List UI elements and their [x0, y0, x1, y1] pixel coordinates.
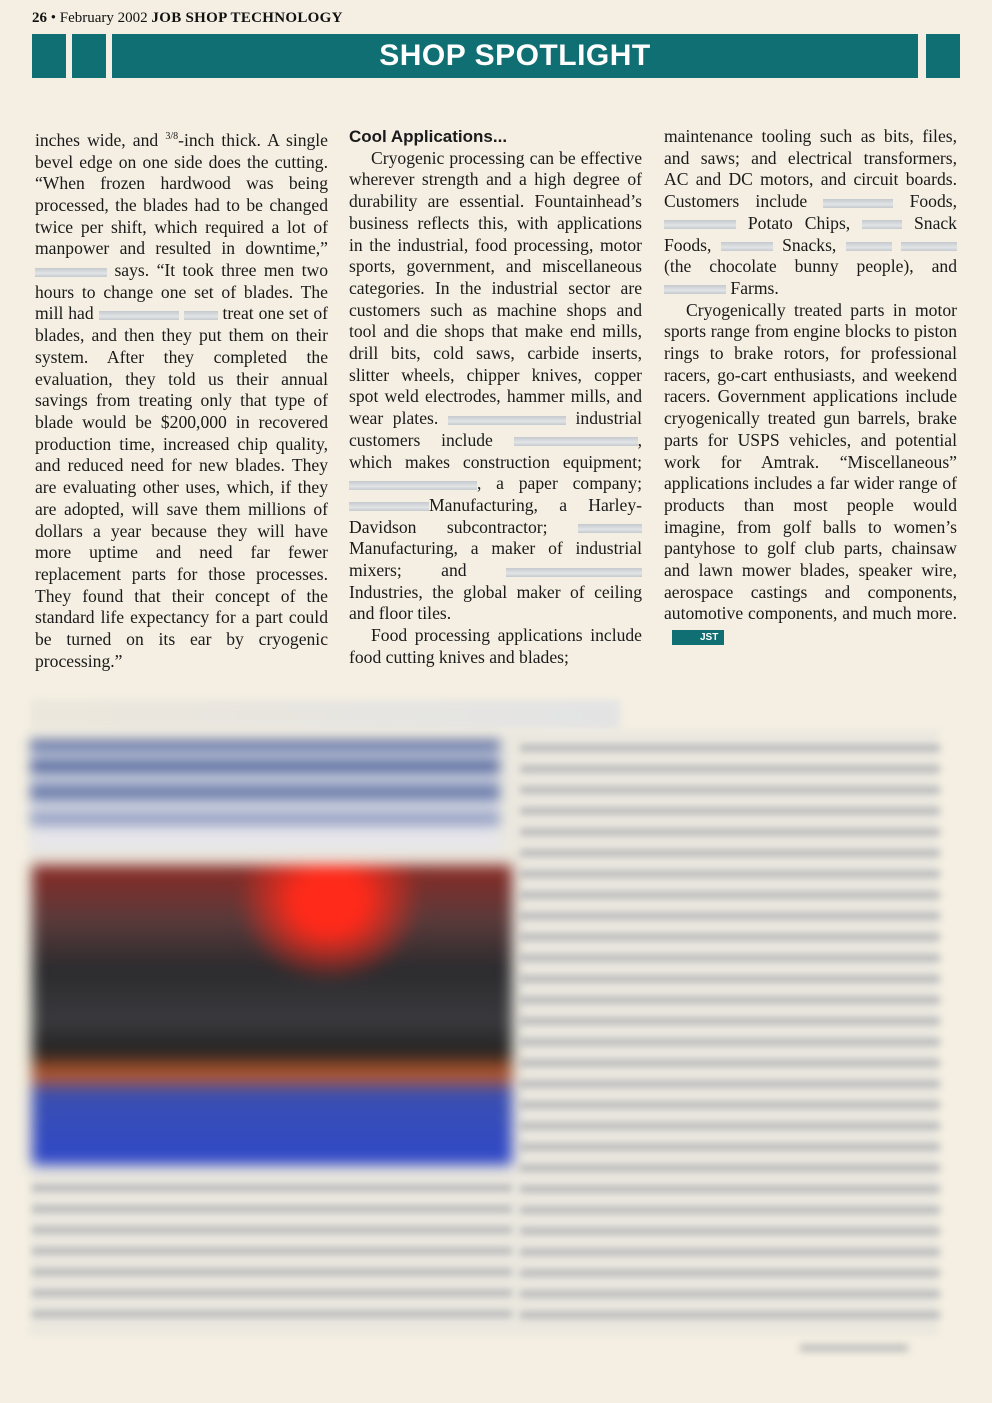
- fraction: 3/8: [165, 131, 179, 142]
- banner-block-left: [32, 34, 66, 78]
- text-run: Manufacturing, a maker of industrial mixers; and: [349, 538, 642, 581]
- blurred-caption: [32, 1185, 512, 1325]
- paragraph: [664, 126, 957, 300]
- text-run: Potato Chips,: [747, 212, 851, 233]
- redaction-bar: [664, 285, 726, 294]
- section-banner: [32, 34, 960, 78]
- article-column-3: [664, 126, 957, 647]
- page-number: 26: [32, 10, 47, 26]
- redaction-bar: [349, 481, 477, 490]
- redaction-bar: [721, 242, 773, 251]
- paragraph: [349, 148, 642, 625]
- text-run: Industries, the global maker of ceiling and floor tiles.: [349, 581, 642, 624]
- redaction-bar: [184, 311, 218, 320]
- blurred-photo: [32, 865, 512, 1165]
- text-run: , a paper company;: [477, 473, 642, 494]
- text-run: Manufacturing, a Harley-Davidson subcontractor;: [349, 494, 642, 537]
- redaction-bar: [578, 524, 642, 533]
- end-mark-badge: JST: [672, 630, 724, 645]
- blurred-footer: [800, 1345, 908, 1357]
- redaction-bar: [846, 242, 892, 251]
- redaction-bar: [823, 199, 893, 208]
- redaction-bar: [514, 437, 638, 446]
- text-run: industrial customers include: [349, 408, 642, 450]
- text-run: maintenance tooling such as bits, files, and saws; and electrical transformers, AC and DC motors, and circuit boards. Customers include: [664, 126, 957, 212]
- subheading: Cool Applications...: [349, 127, 508, 146]
- text-run: -inch thick. A single bevel edge on one side does the cutting. “When frozen hardwood was being processed, the blades had to be changed twice per shift, which required a lot of manpower and resulted in downtime,”: [35, 129, 328, 259]
- redaction-bar: [506, 568, 642, 577]
- blurred-strip: [30, 700, 620, 730]
- redaction-bar: [349, 502, 429, 511]
- text-run: Foods,: [909, 191, 957, 212]
- text-run: Farms.: [730, 277, 779, 298]
- redaction-bar: [664, 220, 736, 229]
- issue-date: February 2002: [59, 10, 148, 26]
- running-head: [32, 10, 343, 27]
- text-run: Snacks,: [782, 234, 837, 255]
- text-run: says. “It took three men two hours to change one set of blades. The mill had: [35, 260, 328, 324]
- article-column-1: [35, 126, 328, 672]
- text-run: inches wide, and: [35, 129, 166, 150]
- banner-block-left-2: [72, 34, 106, 78]
- paragraph: Food processing applications include food cutting knives and blades;: [349, 625, 642, 667]
- text-run: , which makes construction equipment;: [349, 429, 642, 472]
- redaction-bar: [35, 268, 107, 277]
- paragraph: [664, 300, 957, 647]
- banner-block-right: [926, 34, 960, 78]
- header-bullet: •: [50, 10, 57, 26]
- redaction-bar: [448, 416, 566, 425]
- redaction-bar: [862, 220, 902, 229]
- blurred-text-column: [520, 745, 940, 1325]
- section-title: SHOP SPOTLIGHT: [112, 34, 918, 78]
- text-run: (the chocolate bunny people), and: [664, 256, 957, 277]
- text-run: Snack Foods,: [664, 212, 957, 255]
- text-run: treat one set of blades, and then they put them on their system. After they completed the evaluation, they told us their annual savings from treating only that type of blade would be $200,000 in recovered production time, increased chip quality, and reduced need for new blades. They are evaluating other uses, which, if they are adopted, will save them millions of dollars a year because they will have more uptime and need far fewer replacement parts for those processes. They found that their concept of the standard life expectancy for a part could be turned on its ear by cryogenic processing.”: [35, 303, 329, 671]
- text-run: Cryogenic processing can be effective wherever strength and a high degree of durability are essential. Fountainhead’s business reflects this, with applications in the industrial, food processing, motor sports, government, and miscellaneous categories. In the industrial sector are customers such as machine shops and tool and die shops that make end mills, drill bits, cold saws, carbide inserts, slitter wheels, chipper knives, copper spot weld electrodes, hammer mills, and wear plates.: [349, 147, 642, 429]
- publication-name: JOB SHOP TECHNOLOGY: [151, 10, 343, 26]
- redaction-bar: [99, 311, 179, 320]
- redaction-bar: [901, 242, 957, 251]
- text-run: Cryogenically treated parts in motor sports range from engine blocks to piston rings to brake rotors, for professional racers, go-cart enthusiasts, and weekend racers. Government applications include cryogenically treated gun barrels, brake parts for USPS vehicles, and potential work for Amtrak. “Miscellaneous” applications includes a far wider range of products than most people would imagine, from golf balls to women’s pantyhose to golf club parts, chainsaw and lawn mower blades, speaker wire, aerospace castings and components, automotive components, and much more.: [664, 299, 957, 624]
- article-column-2: [349, 126, 642, 669]
- blurred-headline: [30, 740, 500, 850]
- paragraph: [35, 126, 328, 672]
